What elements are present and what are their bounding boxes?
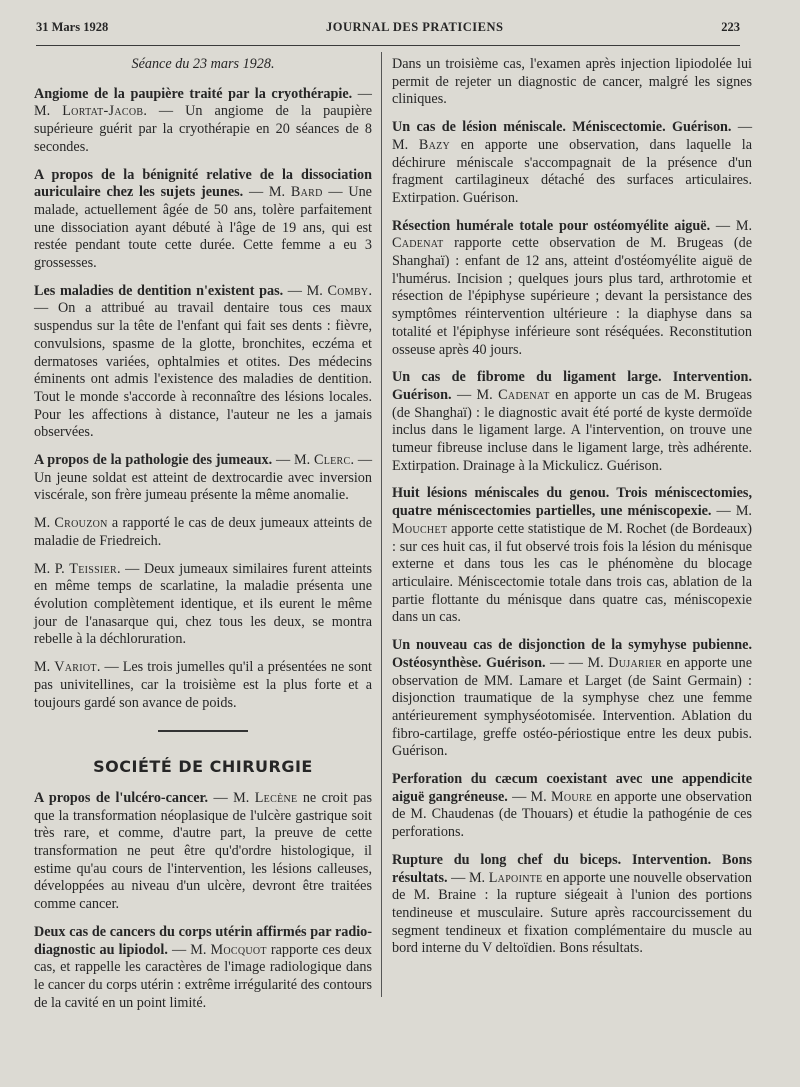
author-name: Lecène xyxy=(254,789,298,806)
paragraph-text: a rapporté le cas de deux jumeaux atteints de maladie de Friedreich. xyxy=(34,515,372,549)
paragraph-text: — M. xyxy=(167,941,211,958)
paragraph-text: . — Deux jumeaux similaires furent atteints en même temps de scarlatine, la maladie présenta une évolution complètement identique, et ils eurent le même jour de l'anasarque qui, chez tous les deux, se montra rebelle à la déchloruration. xyxy=(34,560,372,648)
paragraph xyxy=(34,659,372,712)
paragraph-text: en apporte un cas de M. Brugeas (de Shanghaï) : le diagnostic avait été porté de kyste dermoïde inclus dans le ligament large. A l'intervention, on trouve une tumeur fibreuse incluse dans le ligament large, très adhérente. Extirpation. Drainage à la Mickulicz. Guérison. xyxy=(392,386,752,474)
paragraph-text: . — Un angiome de la paupière supérieure guérit par la cryothérapie en 20 séances de 8 secondes. xyxy=(34,103,372,155)
paragraph-text: M. xyxy=(34,659,55,676)
paragraph xyxy=(34,86,372,157)
author-name: Bazy xyxy=(418,136,451,153)
paragraph-text: . — Les trois jumelles qu'il a présentées ne sont pas univitellines, car la troisième est la plus forte et a toujours gardé son avance de poids. xyxy=(34,659,372,711)
paragraph-heading: Deux cas de cancers du corps utérin affirmés par radio-diagnostic au lipiodol. xyxy=(34,923,372,958)
author-name: Cadenat xyxy=(392,235,444,252)
paragraph-heading: Rupture du long chef du biceps. Intervention. Bons résultats. xyxy=(392,851,752,886)
paragraph xyxy=(34,515,372,550)
author-name: Lapointe xyxy=(488,869,543,886)
author-name: Clerc xyxy=(313,452,351,469)
author-name: Moure xyxy=(550,788,593,805)
author-name: Mocquot xyxy=(210,941,267,958)
paragraph-text: — M. xyxy=(208,789,255,806)
paragraph xyxy=(392,56,752,109)
paragraph-text: en apporte une nouvelle observation de M. Braine : la rupture siégeait à l'union des portions tendineuse et musculaire. Suture après raccourcissement du segment tendineux et fixation complémentaire du muscle au bord interne du V deltoïdien. Bons résultats. xyxy=(392,869,752,957)
author-name: Teissier xyxy=(69,560,117,577)
header-page-number: 223 xyxy=(721,20,740,34)
paragraph xyxy=(34,924,372,1013)
paragraph-text: en apporte une observation de M. Chaudenas (de Thouars) et étudie la pathogénie de ces perforations. xyxy=(392,788,752,841)
paragraph-text: — M. xyxy=(34,85,372,120)
author-name: Comby xyxy=(327,282,369,299)
paragraph-text: . — Un jeune soldat est atteint de dextrocardie avec inversion viscérale, son frère jumeau présente la même anomalie. xyxy=(34,452,373,504)
paragraph-heading: A propos de l'ulcéro-cancer. xyxy=(34,789,209,806)
paragraph-text: . — On a attribué au travail dentaire tous ces maux suspendus sur la tête de l'enfant qui fait ses dents : fièvre, convulsions, spasme de la glotte, bronchites, eczéma et dermatoses variées, ophtalmies et otites. Des médecins éminents ont admis l'existence des maladies de dentition. Tout le monde s'accorde à reconnaître des lésions locales. Pour les affections à distance, l'auteur ne les a jamais observées. xyxy=(34,282,372,441)
paragraph-heading: Perforation du cæcum coexistant avec une appendicite aiguë gangréneuse. xyxy=(392,771,752,805)
paragraph-text: rapporte cette observation de M. Brugeas (de Shanghaï) : enfant de 12 ans, atteint d'ostéomyélite aiguë de l'humérus. Incision ; quelques jours plus tard, arthrotomie et résection de l'épiphyse supérieure ; devant la persistance des symptômes réintervention ultérieure : la diaphyse dans sa totalité et l'épiphyse inférieure sont réséquées. Reconstitution osseuse après 40 jours. xyxy=(392,235,752,358)
paragraph xyxy=(392,771,752,842)
paragraph-text: M. P. xyxy=(34,560,70,577)
paragraph-text: — M. xyxy=(243,184,291,201)
author-name: Dujarier xyxy=(608,654,662,671)
column-divider xyxy=(381,52,382,997)
section-title: SOCIÉTÉ DE CHIRURGIE xyxy=(93,757,313,777)
paragraph-text: — — M. xyxy=(545,654,609,671)
paragraph-heading: Un cas de fibrome du ligament large. Intervention. Guérison. xyxy=(392,369,752,403)
paragraph-text: — M. xyxy=(392,119,753,153)
paragraph xyxy=(392,369,752,475)
paragraph xyxy=(392,218,752,360)
paragraph-text: en apporte une observation, dans laquelle la déchirure méniscale s'accompagnait de la présence d'un fragment cartilagineux détaché des surfaces articulaires. Extirpation. Guérison. xyxy=(392,136,752,206)
paragraph-text: Dans un troisième cas, l'examen après injection lipiodolée lui permit de rejeter un diagnostic de cancer, malgré les signes cliniques. xyxy=(392,56,752,108)
paragraph xyxy=(34,790,372,914)
paragraph-heading: Un cas de lésion méniscale. Méniscectomie. Guérison. xyxy=(392,119,732,136)
left-column xyxy=(34,56,372,1022)
paragraph-heading: Huit lésions méniscales du genou. Trois méniscectomies, quatre méniscectomies partielles, une méniscopexie. xyxy=(392,485,752,520)
author-name: Cadenat xyxy=(498,386,550,403)
paragraph-heading: A propos de la bénignité relative de la dissociation auriculaire chez les sujets jeunes. xyxy=(34,166,372,201)
paragraph xyxy=(34,283,372,442)
paragraph-text: — M. xyxy=(272,452,314,469)
paragraph-text: apporte cette statistique de M. Rochet (de Bordeaux) : sur ces huit cas, il fut observé trois fois la lésion du ménisque externe et dans tous les cas le phénomène du blocage articulaire. Méniscectomie totale dans trois cas, ablation de la partie flottante du ménisque dans quatre cas, méniscopexie dans un cas. xyxy=(392,520,752,626)
paragraph-heading: Résection humérale totale pour ostéomyélite aiguë. xyxy=(392,217,711,234)
paragraph-heading: Angiome de la paupière traité par la cryothérapie. xyxy=(34,85,353,102)
paragraph-text: — M. xyxy=(451,386,499,403)
paragraph xyxy=(392,119,752,208)
paragraph-heading: Un nouveau cas de disjonction de la symyhyse pubienne. Ostéosynthèse. Guérison. xyxy=(392,637,752,671)
paragraph-text: M. xyxy=(34,515,55,532)
paragraph xyxy=(392,852,752,958)
paragraph-text: — Une malade, actuellement âgée de 50 ans, tolère parfaitement une dissociation ayant débuté à l'âge de 19 ans, qui est restée pendant toute cette durée. Cette femme a eu 3 grossesses. xyxy=(34,184,372,272)
page-header xyxy=(36,20,740,46)
paragraph xyxy=(34,452,372,505)
right-column xyxy=(392,56,752,968)
paragraph xyxy=(392,637,752,761)
paragraph-text: — M. xyxy=(711,503,752,520)
left-paragraphs-2 xyxy=(34,790,372,1012)
author-name: Crouzon xyxy=(54,515,108,532)
author-name: Lortat-Jacob xyxy=(62,103,144,120)
header-journal-title: JOURNAL DES PRATICIENS xyxy=(326,20,504,34)
author-name: Bard xyxy=(290,184,323,201)
author-name: Variot xyxy=(54,659,97,676)
paragraph-text: rapporte ces deux cas, et rappelle les caractères de l'image radiologique dans le cancer du corps utérin : extrême irrégularité des contours de la cavité en un point limité. xyxy=(34,941,372,1011)
paragraph-text: — M. xyxy=(710,217,752,234)
paragraph-heading: Les maladies de dentition n'existent pas. xyxy=(34,282,284,299)
paragraph xyxy=(392,485,752,627)
author-name: Mouchet xyxy=(392,520,448,537)
paragraph-text: — M. xyxy=(507,788,551,805)
paragraph-text: en apporte une observation de MM. Lamare et Larget (de Saint Germain) : disjonction traumatique de la symphyse chez une femme antérieurement symphyséotomisée. Intervention. Ablation du fibro-cartilage, greffe ostéo-périostique entre les deux pubis. Guérison. xyxy=(392,654,752,760)
right-paragraphs xyxy=(392,56,752,958)
paragraph-text: ne croit pas que la transformation néoplasique de l'ulcère gastrique soit très rare, et comme, d'autre part, la preuve de cette transformation ne peut être qu'd'ordre histologique, il estime qu'au cours de l'intervention, les lésions calleuses, développées au niveau d'un ulcère, devront être traitées comme cancer. xyxy=(34,789,372,913)
paragraph-text: — M. xyxy=(283,282,328,299)
header-date: 31 Mars 1928 xyxy=(36,20,109,34)
section-separator xyxy=(158,730,248,732)
paragraph xyxy=(34,167,372,273)
paragraph-heading: A propos de la pathologie des jumeaux. xyxy=(34,452,273,469)
session-heading: Séance du 23 mars 1928. xyxy=(131,56,275,72)
left-paragraphs xyxy=(34,86,372,713)
paragraph xyxy=(34,561,372,650)
paragraph-text: — M. xyxy=(447,869,489,886)
